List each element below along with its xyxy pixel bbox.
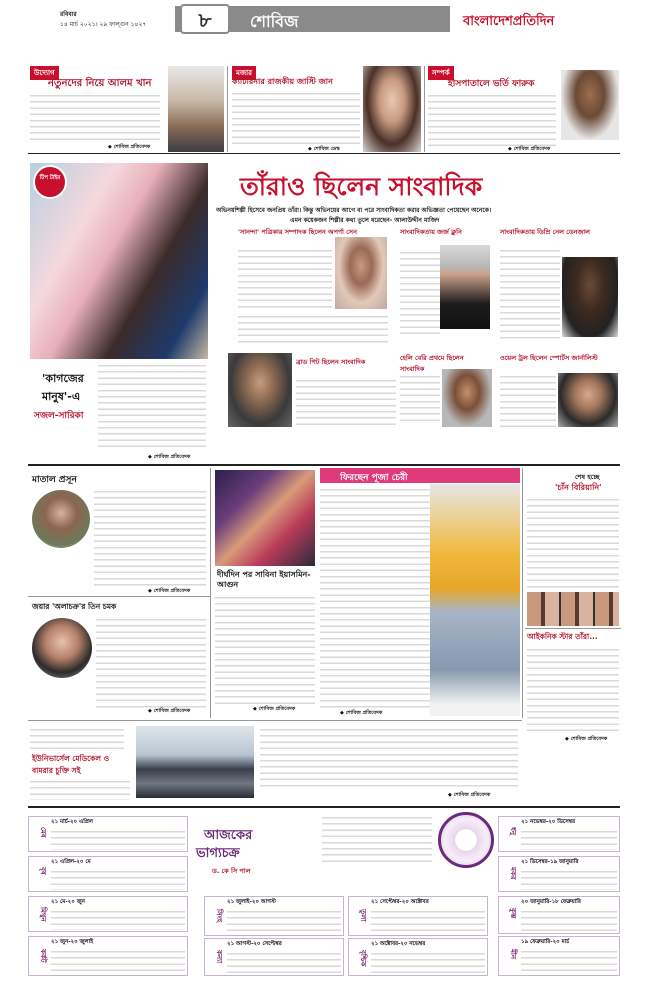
sidebar-6-body: [500, 373, 556, 427]
zodiac-sign-name: মীন: [509, 949, 517, 960]
left-story-body: [98, 362, 206, 452]
main-deck-line2: এমন কয়েকজন শিল্পীর কথা তুলে ধরেছেন- আলাউদ্দীন মাজিদ: [290, 217, 440, 224]
katrina-photo: [363, 66, 421, 152]
zodiac-sign-range: ২১ মে-২০ জুন: [51, 899, 85, 905]
farook-photo: [561, 70, 619, 140]
top-story-3-byline: ◆ শোবিজ প্রতিবেদক: [508, 146, 551, 152]
zodiac-sign-name: কন্যা: [215, 950, 223, 964]
zodiac-sign-box: [204, 896, 344, 936]
top-story-1-byline: ◆ শোবিজ প্রতিবেদক: [108, 144, 151, 150]
zodiac-sign-body: [51, 828, 185, 850]
zodiac-sign-range: ২১ নভেম্বর-২০ ডিসেম্বর: [521, 819, 575, 825]
horoscope-title-1: আজকের: [204, 828, 253, 843]
zodiac-sign-body: [521, 828, 617, 850]
zodiac-sign-name: বৃষ: [39, 867, 47, 875]
sidebar-6-title: ওয়েল ট্রল ছিলেন স্পোর্টস জার্নালিস্ট: [500, 354, 598, 362]
zodiac-sign-range: ২১ সেপ্টেম্বর-২০ অক্টোবর: [371, 899, 429, 905]
horoscope-section: [28, 808, 620, 978]
top-story-2-headline: ক্যাটরিনার রাজকীয় জাস্টি জান: [232, 77, 333, 86]
zodiac-sign-body: [51, 908, 185, 930]
sabina-byline: ◆ শোবিজ প্রতিবেদক: [253, 706, 296, 712]
sidebar-1-body: [238, 247, 332, 311]
universal-body-1: [30, 726, 124, 750]
mathal-byline: ◆ শোবিজ প্রতিবেদক: [148, 588, 191, 594]
mathal-headline: মাতাল প্রসূন: [32, 475, 77, 485]
top-story-1-body: [30, 92, 160, 144]
sidebar-1-title: 'সানন্দা' পত্রিকার সম্পাদক ছিলেন অপর্ণা সেন: [238, 228, 357, 236]
header-date: ১৪ মার্চ ২০২১। ২৯ ফাল্গুন ১৪২৭: [60, 21, 147, 28]
section-name: শোবিজ: [250, 12, 299, 31]
iconic-body: [527, 646, 619, 736]
story-biryani: [525, 468, 621, 626]
zodiac-sign-body: [521, 948, 617, 974]
zodiac-sign-name: বৃশ্চিক: [359, 950, 367, 967]
zodiac-wheel-icon: [438, 812, 494, 868]
zodiac-sign-box: [348, 938, 488, 976]
top-story-2-byline: ◆ শোবিজ ডেস্ক: [308, 146, 340, 152]
main-deck: অভিনয়শিল্পী হিসেবে জনপ্রিয় তাঁরা। কিন্তু অভিনয়ের আগে বা পরে সাংবাদিকতা করার অভিজ্ঞতা পেয়েছেন অনেকে।: [216, 207, 492, 214]
zodiac-sign-range: ২১ জুলাই-২০ আগস্ট: [227, 899, 276, 905]
zodiac-sign-name: মকর: [509, 867, 517, 880]
horoscope-intro: [322, 814, 432, 866]
story-universal: [28, 722, 522, 802]
story-puja: [320, 468, 520, 718]
will-ferrell-photo: [558, 373, 618, 427]
header-day: রবিবার: [60, 11, 77, 18]
sidebar-4-title: ব্রাড পিট ছিলেন সাংবাদিক: [296, 358, 366, 366]
denzel-photo: [562, 257, 618, 337]
zodiac-sign-box: [348, 896, 488, 936]
zodiac-sign-name: কুম্ভ: [509, 908, 517, 919]
joya-headline: জয়ার 'অলাচক্র'র তিন চমক: [32, 602, 117, 611]
zodiac-sign-body: [227, 908, 341, 934]
zodiac-sign-range: ২১ আগস্ট-২০ সেপ্টেম্বর: [227, 941, 282, 947]
iconic-headline: আইকনিক স্টার তাঁরা...: [527, 632, 598, 641]
zodiac-sign-box: [204, 938, 344, 976]
zodiac-sign-body: [371, 908, 485, 934]
puja-body: [320, 486, 430, 710]
sabina-agun-photo: [215, 470, 315, 566]
zodiac-sign-name: তুলা: [359, 909, 367, 922]
zodiac-sign-range: ১৯ ফেব্রুয়ারি-২০ মার্চ: [521, 939, 570, 945]
zodiac-sign-box: [28, 816, 188, 852]
zodiac-sign-box: [28, 936, 188, 976]
zodiac-sign-body: [227, 950, 341, 974]
top-story-3-headline: হাসপাতালে ভর্তি ফারুক: [448, 79, 535, 89]
masthead-logo: [463, 4, 613, 36]
story-sabina: [213, 468, 317, 718]
joya-byline: ◆ শোবিজ প্রতিবেদক: [148, 708, 191, 714]
top-strip: [28, 64, 620, 154]
biryani-headline-small: শেষ হচ্ছে: [575, 473, 600, 481]
universal-headline-1: ইউনিভার্সেল মেডিকেল ও: [32, 754, 110, 763]
top-story-1-tag: উদ্যোগ: [30, 66, 59, 80]
sidebar-1-body-2: [238, 313, 388, 347]
zodiac-sign-body: [51, 868, 185, 890]
puja-headline: ফিরছেন পূজা চেরী: [340, 473, 408, 483]
sidebar-5-body: [400, 373, 440, 425]
halle-berry-photo: [442, 369, 492, 427]
iconic-byline: ◆ শোবিজ প্রতিবেদক: [565, 736, 608, 742]
zodiac-sign-body: [51, 948, 185, 974]
zodiac-sign-box: [498, 816, 620, 852]
zodiac-sign-box: [498, 896, 620, 934]
left-story-headline-2: মানুষ'-এ: [42, 390, 81, 403]
zodiac-sign-range: ২১ মার্চ-২০ এপ্রিল: [51, 819, 93, 825]
top-story-3-body: [428, 92, 556, 146]
zodiac-sign-range: ২০ জানুয়ারি-১৮ ফেব্রুয়ারি: [521, 899, 581, 905]
joya-body: [96, 616, 206, 708]
universal-byline: ◆ শোবিজ প্রতিবেদক: [448, 792, 491, 798]
horoscope-author: ড. কে সি পাল: [212, 867, 251, 875]
story-mathal-prosun: [28, 468, 208, 596]
zodiac-sign-body: [371, 950, 485, 974]
sabina-headline: দীর্ঘদিন পর সাবিনা ইয়াসমিন-আগুন: [217, 570, 311, 589]
zodiac-sign-body: [521, 868, 617, 890]
biryani-headline: 'চাঁন বিরিয়ানি': [555, 483, 602, 492]
brad-pitt-photo: [228, 353, 292, 427]
aparna-sen-photo: [335, 237, 387, 309]
left-story: [28, 360, 208, 470]
left-story-byline: ◆ শোবিজ প্রতিবেদক: [148, 454, 191, 460]
zodiac-sign-box: [498, 936, 620, 976]
top-story-2-tag: মজার: [232, 66, 256, 80]
joya-photo: [32, 618, 92, 678]
sidebar-4-body: [296, 377, 396, 425]
zodiac-sign-range: ২১ এপ্রিল-২০ মে: [51, 859, 91, 865]
universal-body-3: [260, 726, 518, 790]
sabina-body: [215, 594, 315, 704]
page-header: [0, 0, 650, 62]
main-headline: তাঁরাও ছিলেন সাংবাদিক: [240, 172, 483, 201]
page-number: ৮: [198, 8, 212, 32]
universal-body-2: [30, 778, 130, 800]
zodiac-sign-body: [521, 908, 617, 932]
zodiac-sign-name: কর্কট: [39, 949, 47, 963]
left-story-headline-3: সজল-সারিকা: [34, 411, 84, 421]
zodiac-sign-range: ২১ অক্টোবর-২০ নভেম্বর: [371, 941, 426, 947]
top-story-1-headline: নতুনদের নিয়ে আলম খান: [48, 78, 152, 89]
george-clooney-photo: [440, 245, 490, 329]
top-story-3-tag: সম্পর্ক: [428, 66, 454, 80]
biryani-body: [527, 496, 619, 592]
puja-cherry-photo: [430, 484, 520, 716]
mathal-body: [94, 488, 206, 586]
left-story-headline-1: 'কাগজের: [42, 372, 84, 385]
prosun-photo: [32, 490, 90, 548]
universal-headline-2: বামরার চুক্তি সই: [32, 766, 81, 775]
horoscope-title-2: ভাগ্যচক্র: [196, 846, 240, 861]
sidebar-2-title: সাংবাদিকতায় জর্জ ক্লুনি: [400, 228, 462, 236]
zodiac-sign-box: [498, 856, 620, 892]
story-joya: [28, 598, 208, 718]
zodiac-sign-name: মেষ: [39, 827, 47, 838]
zodiac-sign-name: ধনু: [509, 827, 517, 836]
biryani-cast-collage: [527, 592, 619, 626]
alam-khan-photo: [168, 66, 224, 152]
top-story-2-body: [232, 90, 360, 146]
sidebar-3-body: [500, 247, 560, 343]
zodiac-sign-range: ২১ জুন-২০ জুলাই: [51, 939, 94, 945]
story-iconic-star: [525, 630, 621, 760]
zodiac-sign-name: মিথুন: [39, 907, 47, 922]
zodiac-sign-range: ২১ ডিসেম্বর-১৯ জানুয়ারি: [521, 859, 579, 865]
zodiac-sign-name: সিংহ: [215, 909, 223, 923]
zodiac-sign-box: [28, 896, 188, 932]
sidebar-5-title: হেলি বেরি প্রথমে ছিলেন সাংবাদিক: [400, 354, 464, 373]
sidebar-2-body: [400, 249, 440, 337]
badge-text: টিপ টাইম: [39, 175, 61, 181]
masthead-text: বাংলাদেশপ্রতিদিন: [463, 14, 555, 29]
universal-signing-photo: [136, 726, 254, 798]
puja-byline: ◆ শোবিজ প্রতিবেদক: [340, 710, 383, 716]
sidebar-3-title: সাংবাদিকতায় ডিম্রি নেল ডেনজাল: [500, 228, 591, 236]
zodiac-sign-box: [28, 856, 188, 892]
